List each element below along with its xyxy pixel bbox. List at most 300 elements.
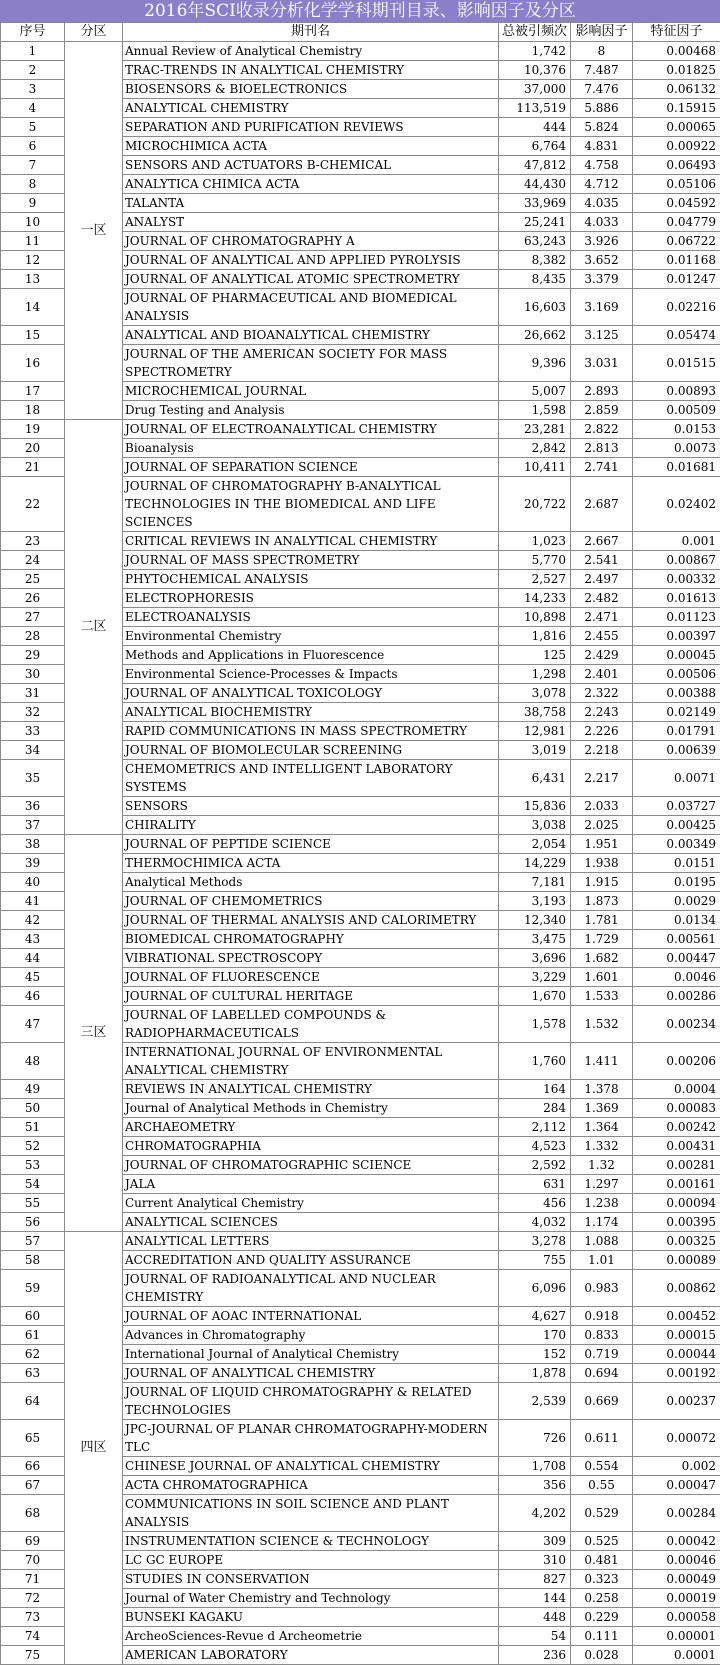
eigenfactor[interactable]: 0.00015: [633, 1326, 720, 1345]
journal-name[interactable]: JOURNAL OF CHROMATOGRAPHY B-ANALYTICAL TECHNOLOGIES IN THE BIOMEDICAL AND LIFE SCIENCES: [123, 477, 499, 532]
citation-count[interactable]: 1,578: [499, 1006, 571, 1043]
journal-name[interactable]: SENSORS AND ACTUATORS B-CHEMICAL: [123, 156, 499, 175]
header-impact-factor[interactable]: 影响因子: [571, 23, 633, 42]
citation-count[interactable]: 755: [499, 1251, 571, 1270]
impact-factor[interactable]: 0.525: [571, 1532, 633, 1551]
row-number[interactable]: 19: [1, 420, 65, 439]
impact-factor[interactable]: 0.529: [571, 1495, 633, 1532]
journal-name[interactable]: BIOMEDICAL CHROMATOGRAPHY: [123, 930, 499, 949]
row-number[interactable]: 58: [1, 1251, 65, 1270]
row-number[interactable]: 23: [1, 532, 65, 551]
impact-factor[interactable]: 1.938: [571, 854, 633, 873]
journal-name[interactable]: Methods and Applications in Fluorescence: [123, 646, 499, 665]
eigenfactor[interactable]: 0.01247: [633, 270, 720, 289]
eigenfactor[interactable]: 0.00425: [633, 816, 720, 835]
journal-name[interactable]: ELECTROPHORESIS: [123, 589, 499, 608]
row-number[interactable]: 74: [1, 1627, 65, 1646]
citation-count[interactable]: 4,202: [499, 1495, 571, 1532]
eigenfactor[interactable]: 0.00019: [633, 1589, 720, 1608]
impact-factor[interactable]: 1.873: [571, 892, 633, 911]
citation-count[interactable]: 2,054: [499, 835, 571, 854]
impact-factor[interactable]: 2.025: [571, 816, 633, 835]
journal-name[interactable]: JOURNAL OF ANALYTICAL AND APPLIED PYROLYSIS: [123, 251, 499, 270]
impact-factor[interactable]: 2.822: [571, 420, 633, 439]
citation-count[interactable]: 164: [499, 1080, 571, 1099]
citation-count[interactable]: 3,019: [499, 741, 571, 760]
header-eigenfactor[interactable]: 特征因子: [633, 23, 720, 42]
journal-name[interactable]: MICROCHIMICA ACTA: [123, 137, 499, 156]
impact-factor[interactable]: 1.174: [571, 1213, 633, 1232]
journal-name[interactable]: JOURNAL OF CHROMATOGRAPHIC SCIENCE: [123, 1156, 499, 1175]
impact-factor[interactable]: 2.667: [571, 532, 633, 551]
row-number[interactable]: 14: [1, 289, 65, 326]
impact-factor[interactable]: 0.028: [571, 1646, 633, 1665]
row-number[interactable]: 5: [1, 118, 65, 137]
row-number[interactable]: 3: [1, 80, 65, 99]
eigenfactor[interactable]: 0.00431: [633, 1137, 720, 1156]
eigenfactor[interactable]: 0.00281: [633, 1156, 720, 1175]
eigenfactor[interactable]: 0.00286: [633, 987, 720, 1006]
row-number[interactable]: 75: [1, 1646, 65, 1665]
impact-factor[interactable]: 1.088: [571, 1232, 633, 1251]
impact-factor[interactable]: 0.669: [571, 1383, 633, 1420]
row-number[interactable]: 47: [1, 1006, 65, 1043]
impact-factor[interactable]: 2.401: [571, 665, 633, 684]
row-number[interactable]: 34: [1, 741, 65, 760]
eigenfactor[interactable]: 0.00161: [633, 1175, 720, 1194]
impact-factor[interactable]: 1.682: [571, 949, 633, 968]
row-number[interactable]: 30: [1, 665, 65, 684]
eigenfactor[interactable]: 0.0073: [633, 439, 720, 458]
eigenfactor[interactable]: 0.00893: [633, 382, 720, 401]
journal-name[interactable]: REVIEWS IN ANALYTICAL CHEMISTRY: [123, 1080, 499, 1099]
citation-count[interactable]: 63,243: [499, 232, 571, 251]
journal-name[interactable]: ELECTROANALYSIS: [123, 608, 499, 627]
citation-count[interactable]: 1,298: [499, 665, 571, 684]
impact-factor[interactable]: 1.238: [571, 1194, 633, 1213]
journal-name[interactable]: SEPARATION AND PURIFICATION REVIEWS: [123, 118, 499, 137]
zone-cell[interactable]: 一区: [65, 42, 123, 420]
eigenfactor[interactable]: 0.0029: [633, 892, 720, 911]
impact-factor[interactable]: 2.429: [571, 646, 633, 665]
row-number[interactable]: 50: [1, 1099, 65, 1118]
journal-name[interactable]: ANALYST: [123, 213, 499, 232]
eigenfactor[interactable]: 0.00192: [633, 1364, 720, 1383]
eigenfactor[interactable]: 0.00506: [633, 665, 720, 684]
citation-count[interactable]: 3,078: [499, 684, 571, 703]
citation-count[interactable]: 144: [499, 1589, 571, 1608]
impact-factor[interactable]: 1.532: [571, 1006, 633, 1043]
eigenfactor[interactable]: 0.0004: [633, 1080, 720, 1099]
impact-factor[interactable]: 2.218: [571, 741, 633, 760]
journal-name[interactable]: STUDIES IN CONSERVATION: [123, 1570, 499, 1589]
journal-name[interactable]: JOURNAL OF ANALYTICAL CHEMISTRY: [123, 1364, 499, 1383]
eigenfactor[interactable]: 0.01681: [633, 458, 720, 477]
eigenfactor[interactable]: 0.01791: [633, 722, 720, 741]
eigenfactor[interactable]: 0.002: [633, 1457, 720, 1476]
citation-count[interactable]: 1,816: [499, 627, 571, 646]
impact-factor[interactable]: 0.111: [571, 1627, 633, 1646]
row-number[interactable]: 36: [1, 797, 65, 816]
journal-name[interactable]: JOURNAL OF BIOMOLECULAR SCREENING: [123, 741, 499, 760]
journal-name[interactable]: ACCREDITATION AND QUALITY ASSURANCE: [123, 1251, 499, 1270]
journal-name[interactable]: TRAC-TRENDS IN ANALYTICAL CHEMISTRY: [123, 61, 499, 80]
journal-name[interactable]: CHIRALITY: [123, 816, 499, 835]
citation-count[interactable]: 1,023: [499, 532, 571, 551]
row-number[interactable]: 40: [1, 873, 65, 892]
eigenfactor[interactable]: 0.00242: [633, 1118, 720, 1137]
citation-count[interactable]: 10,898: [499, 608, 571, 627]
citation-count[interactable]: 33,969: [499, 194, 571, 213]
journal-name[interactable]: ACTA CHROMATOGRAPHICA: [123, 1476, 499, 1495]
eigenfactor[interactable]: 0.00388: [633, 684, 720, 703]
zone-cell[interactable]: 三区: [65, 835, 123, 1232]
eigenfactor[interactable]: 0.00509: [633, 401, 720, 420]
impact-factor[interactable]: 4.712: [571, 175, 633, 194]
citation-count[interactable]: 26,662: [499, 326, 571, 345]
eigenfactor[interactable]: 0.001: [633, 532, 720, 551]
journal-name[interactable]: Analytical Methods: [123, 873, 499, 892]
eigenfactor[interactable]: 0.00561: [633, 930, 720, 949]
eigenfactor[interactable]: 0.00046: [633, 1551, 720, 1570]
journal-name[interactable]: SENSORS: [123, 797, 499, 816]
impact-factor[interactable]: 0.983: [571, 1270, 633, 1307]
row-number[interactable]: 61: [1, 1326, 65, 1345]
eigenfactor[interactable]: 0.00044: [633, 1345, 720, 1364]
row-number[interactable]: 22: [1, 477, 65, 532]
impact-factor[interactable]: 2.033: [571, 797, 633, 816]
eigenfactor[interactable]: 0.01515: [633, 345, 720, 382]
impact-factor[interactable]: 1.915: [571, 873, 633, 892]
journal-name[interactable]: AMERICAN LABORATORY: [123, 1646, 499, 1665]
impact-factor[interactable]: 1.332: [571, 1137, 633, 1156]
eigenfactor[interactable]: 0.01613: [633, 589, 720, 608]
journal-name[interactable]: JOURNAL OF FLUORESCENCE: [123, 968, 499, 987]
eigenfactor[interactable]: 0.00045: [633, 646, 720, 665]
impact-factor[interactable]: 0.694: [571, 1364, 633, 1383]
eigenfactor[interactable]: 0.00447: [633, 949, 720, 968]
impact-factor[interactable]: 2.482: [571, 589, 633, 608]
citation-count[interactable]: 170: [499, 1326, 571, 1345]
citation-count[interactable]: 2,527: [499, 570, 571, 589]
citation-count[interactable]: 6,764: [499, 137, 571, 156]
impact-factor[interactable]: 2.541: [571, 551, 633, 570]
citation-count[interactable]: 2,112: [499, 1118, 571, 1137]
citation-count[interactable]: 356: [499, 1476, 571, 1495]
journal-name[interactable]: Journal of Analytical Methods in Chemistry: [123, 1099, 499, 1118]
impact-factor[interactable]: 1.601: [571, 968, 633, 987]
row-number[interactable]: 64: [1, 1383, 65, 1420]
journal-name[interactable]: TALANTA: [123, 194, 499, 213]
citation-count[interactable]: 38,758: [499, 703, 571, 722]
eigenfactor[interactable]: 0.04592: [633, 194, 720, 213]
row-number[interactable]: 51: [1, 1118, 65, 1137]
impact-factor[interactable]: 4.035: [571, 194, 633, 213]
row-number[interactable]: 69: [1, 1532, 65, 1551]
row-number[interactable]: 11: [1, 232, 65, 251]
eigenfactor[interactable]: 0.00042: [633, 1532, 720, 1551]
citation-count[interactable]: 1,598: [499, 401, 571, 420]
citation-count[interactable]: 3,475: [499, 930, 571, 949]
citation-count[interactable]: 2,539: [499, 1383, 571, 1420]
citation-count[interactable]: 125: [499, 646, 571, 665]
impact-factor[interactable]: 8: [571, 42, 633, 61]
row-number[interactable]: 62: [1, 1345, 65, 1364]
eigenfactor[interactable]: 0.00395: [633, 1213, 720, 1232]
journal-name[interactable]: CHINESE JOURNAL OF ANALYTICAL CHEMISTRY: [123, 1457, 499, 1476]
row-number[interactable]: 4: [1, 99, 65, 118]
impact-factor[interactable]: 1.411: [571, 1043, 633, 1080]
eigenfactor[interactable]: 0.0153: [633, 420, 720, 439]
journal-name[interactable]: ANALYTICAL AND BIOANALYTICAL CHEMISTRY: [123, 326, 499, 345]
eigenfactor[interactable]: 0.00468: [633, 42, 720, 61]
row-number[interactable]: 73: [1, 1608, 65, 1627]
row-number[interactable]: 41: [1, 892, 65, 911]
citation-count[interactable]: 4,627: [499, 1307, 571, 1326]
eigenfactor[interactable]: 0.06132: [633, 80, 720, 99]
impact-factor[interactable]: 2.813: [571, 439, 633, 458]
row-number[interactable]: 56: [1, 1213, 65, 1232]
row-number[interactable]: 33: [1, 722, 65, 741]
eigenfactor[interactable]: 0.00094: [633, 1194, 720, 1213]
impact-factor[interactable]: 1.781: [571, 911, 633, 930]
journal-name[interactable]: JOURNAL OF CHROMATOGRAPHY A: [123, 232, 499, 251]
impact-factor[interactable]: 0.554: [571, 1457, 633, 1476]
eigenfactor[interactable]: 0.01825: [633, 61, 720, 80]
eigenfactor[interactable]: 0.0001: [633, 1646, 720, 1665]
row-number[interactable]: 8: [1, 175, 65, 194]
eigenfactor[interactable]: 0.02149: [633, 703, 720, 722]
eigenfactor[interactable]: 0.00284: [633, 1495, 720, 1532]
citation-count[interactable]: 12,981: [499, 722, 571, 741]
row-number[interactable]: 26: [1, 589, 65, 608]
impact-factor[interactable]: 2.893: [571, 382, 633, 401]
row-number[interactable]: 31: [1, 684, 65, 703]
row-number[interactable]: 15: [1, 326, 65, 345]
impact-factor[interactable]: 2.226: [571, 722, 633, 741]
journal-name[interactable]: Drug Testing and Analysis: [123, 401, 499, 420]
impact-factor[interactable]: 0.611: [571, 1420, 633, 1457]
header-journal[interactable]: 期刊名: [123, 23, 499, 42]
eigenfactor[interactable]: 0.0046: [633, 968, 720, 987]
row-number[interactable]: 24: [1, 551, 65, 570]
journal-name[interactable]: ANALYTICAL LETTERS: [123, 1232, 499, 1251]
impact-factor[interactable]: 2.217: [571, 760, 633, 797]
journal-name[interactable]: VIBRATIONAL SPECTROSCOPY: [123, 949, 499, 968]
eigenfactor[interactable]: 0.0151: [633, 854, 720, 873]
row-number[interactable]: 35: [1, 760, 65, 797]
row-number[interactable]: 72: [1, 1589, 65, 1608]
journal-name[interactable]: JOURNAL OF THERMAL ANALYSIS AND CALORIMETRY: [123, 911, 499, 930]
row-number[interactable]: 68: [1, 1495, 65, 1532]
header-no[interactable]: 序号: [1, 23, 65, 42]
citation-count[interactable]: 236: [499, 1646, 571, 1665]
eigenfactor[interactable]: 0.00325: [633, 1232, 720, 1251]
row-number[interactable]: 39: [1, 854, 65, 873]
citation-count[interactable]: 631: [499, 1175, 571, 1194]
impact-factor[interactable]: 0.55: [571, 1476, 633, 1495]
journal-name[interactable]: Annual Review of Analytical Chemistry: [123, 42, 499, 61]
eigenfactor[interactable]: 0.02216: [633, 289, 720, 326]
eigenfactor[interactable]: 0.06493: [633, 156, 720, 175]
eigenfactor[interactable]: 0.00332: [633, 570, 720, 589]
citation-count[interactable]: 310: [499, 1551, 571, 1570]
eigenfactor[interactable]: 0.00206: [633, 1043, 720, 1080]
eigenfactor[interactable]: 0.00452: [633, 1307, 720, 1326]
row-number[interactable]: 54: [1, 1175, 65, 1194]
row-number[interactable]: 17: [1, 382, 65, 401]
eigenfactor[interactable]: 0.05106: [633, 175, 720, 194]
eigenfactor[interactable]: 0.01123: [633, 608, 720, 627]
journal-name[interactable]: LC GC EUROPE: [123, 1551, 499, 1570]
journal-name[interactable]: MICROCHEMICAL JOURNAL: [123, 382, 499, 401]
row-number[interactable]: 43: [1, 930, 65, 949]
journal-name[interactable]: JOURNAL OF ELECTROANALYTICAL CHEMISTRY: [123, 420, 499, 439]
impact-factor[interactable]: 1.297: [571, 1175, 633, 1194]
row-number[interactable]: 48: [1, 1043, 65, 1080]
citation-count[interactable]: 10,411: [499, 458, 571, 477]
impact-factor[interactable]: 7.487: [571, 61, 633, 80]
citation-count[interactable]: 12,340: [499, 911, 571, 930]
row-number[interactable]: 38: [1, 835, 65, 854]
citation-count[interactable]: 113,519: [499, 99, 571, 118]
citation-count[interactable]: 3,229: [499, 968, 571, 987]
citation-count[interactable]: 1,878: [499, 1364, 571, 1383]
journal-name[interactable]: CHROMATOGRAPHIA: [123, 1137, 499, 1156]
eigenfactor[interactable]: 0.00922: [633, 137, 720, 156]
row-number[interactable]: 7: [1, 156, 65, 175]
impact-factor[interactable]: 0.258: [571, 1589, 633, 1608]
eigenfactor[interactable]: 0.0134: [633, 911, 720, 930]
impact-factor[interactable]: 1.378: [571, 1080, 633, 1099]
row-number[interactable]: 27: [1, 608, 65, 627]
impact-factor[interactable]: 1.951: [571, 835, 633, 854]
citation-count[interactable]: 1,708: [499, 1457, 571, 1476]
eigenfactor[interactable]: 0.00072: [633, 1420, 720, 1457]
journal-name[interactable]: JPC-JOURNAL OF PLANAR CHROMATOGRAPHY-MODERN TLC: [123, 1420, 499, 1457]
impact-factor[interactable]: 0.833: [571, 1326, 633, 1345]
row-number[interactable]: 57: [1, 1232, 65, 1251]
row-number[interactable]: 53: [1, 1156, 65, 1175]
journal-name[interactable]: JOURNAL OF CULTURAL HERITAGE: [123, 987, 499, 1006]
eigenfactor[interactable]: 0.01168: [633, 251, 720, 270]
citation-count[interactable]: 10,376: [499, 61, 571, 80]
impact-factor[interactable]: 1.533: [571, 987, 633, 1006]
citation-count[interactable]: 444: [499, 118, 571, 137]
row-number[interactable]: 21: [1, 458, 65, 477]
citation-count[interactable]: 309: [499, 1532, 571, 1551]
citation-count[interactable]: 284: [499, 1099, 571, 1118]
row-number[interactable]: 9: [1, 194, 65, 213]
eigenfactor[interactable]: 0.00639: [633, 741, 720, 760]
eigenfactor[interactable]: 0.00065: [633, 118, 720, 137]
header-citations[interactable]: 总被引频次: [499, 23, 571, 42]
row-number[interactable]: 28: [1, 627, 65, 646]
row-number[interactable]: 67: [1, 1476, 65, 1495]
row-number[interactable]: 32: [1, 703, 65, 722]
journal-name[interactable]: JOURNAL OF MASS SPECTROMETRY: [123, 551, 499, 570]
eigenfactor[interactable]: 0.00001: [633, 1627, 720, 1646]
impact-factor[interactable]: 0.229: [571, 1608, 633, 1627]
eigenfactor[interactable]: 0.06722: [633, 232, 720, 251]
journal-name[interactable]: BIOSENSORS & BIOELECTRONICS: [123, 80, 499, 99]
row-number[interactable]: 10: [1, 213, 65, 232]
impact-factor[interactable]: 4.831: [571, 137, 633, 156]
impact-factor[interactable]: 3.125: [571, 326, 633, 345]
citation-count[interactable]: 152: [499, 1345, 571, 1364]
citation-count[interactable]: 8,435: [499, 270, 571, 289]
citation-count[interactable]: 16,603: [499, 289, 571, 326]
impact-factor[interactable]: 2.322: [571, 684, 633, 703]
impact-factor[interactable]: 3.926: [571, 232, 633, 251]
row-number[interactable]: 6: [1, 137, 65, 156]
row-number[interactable]: 46: [1, 987, 65, 1006]
row-number[interactable]: 65: [1, 1420, 65, 1457]
eigenfactor[interactable]: 0.05474: [633, 326, 720, 345]
eigenfactor[interactable]: 0.15915: [633, 99, 720, 118]
row-number[interactable]: 12: [1, 251, 65, 270]
impact-factor[interactable]: 1.369: [571, 1099, 633, 1118]
journal-name[interactable]: INTERNATIONAL JOURNAL OF ENVIRONMENTAL ANALYTICAL CHEMISTRY: [123, 1043, 499, 1080]
journal-name[interactable]: ArcheoSciences-Revue d Archeometrie: [123, 1627, 499, 1646]
impact-factor[interactable]: 5.824: [571, 118, 633, 137]
eigenfactor[interactable]: 0.00089: [633, 1251, 720, 1270]
journal-name[interactable]: JOURNAL OF LIQUID CHROMATOGRAPHY & RELATED TECHNOLOGIES: [123, 1383, 499, 1420]
citation-count[interactable]: 1,742: [499, 42, 571, 61]
row-number[interactable]: 71: [1, 1570, 65, 1589]
citation-count[interactable]: 1,670: [499, 987, 571, 1006]
row-number[interactable]: 49: [1, 1080, 65, 1099]
impact-factor[interactable]: 5.886: [571, 99, 633, 118]
citation-count[interactable]: 3,193: [499, 892, 571, 911]
citation-count[interactable]: 6,431: [499, 760, 571, 797]
citation-count[interactable]: 20,722: [499, 477, 571, 532]
eigenfactor[interactable]: 0.00349: [633, 835, 720, 854]
citation-count[interactable]: 4,032: [499, 1213, 571, 1232]
citation-count[interactable]: 5,770: [499, 551, 571, 570]
impact-factor[interactable]: 0.323: [571, 1570, 633, 1589]
citation-count[interactable]: 1,760: [499, 1043, 571, 1080]
journal-name[interactable]: Bioanalysis: [123, 439, 499, 458]
row-number[interactable]: 66: [1, 1457, 65, 1476]
citation-count[interactable]: 25,241: [499, 213, 571, 232]
citation-count[interactable]: 456: [499, 1194, 571, 1213]
journal-name[interactable]: JOURNAL OF PEPTIDE SCIENCE: [123, 835, 499, 854]
citation-count[interactable]: 5,007: [499, 382, 571, 401]
eigenfactor[interactable]: 0.00234: [633, 1006, 720, 1043]
impact-factor[interactable]: 0.918: [571, 1307, 633, 1326]
journal-name[interactable]: Current Analytical Chemistry: [123, 1194, 499, 1213]
eigenfactor[interactable]: 0.00862: [633, 1270, 720, 1307]
impact-factor[interactable]: 1.01: [571, 1251, 633, 1270]
citation-count[interactable]: 2,592: [499, 1156, 571, 1175]
journal-name[interactable]: JOURNAL OF LABELLED COMPOUNDS & RADIOPHARMACEUTICALS: [123, 1006, 499, 1043]
row-number[interactable]: 45: [1, 968, 65, 987]
citation-count[interactable]: 3,038: [499, 816, 571, 835]
row-number[interactable]: 18: [1, 401, 65, 420]
row-number[interactable]: 16: [1, 345, 65, 382]
journal-name[interactable]: JOURNAL OF AOAC INTERNATIONAL: [123, 1307, 499, 1326]
journal-name[interactable]: BUNSEKI KAGAKU: [123, 1608, 499, 1627]
impact-factor[interactable]: 1.32: [571, 1156, 633, 1175]
citation-count[interactable]: 9,396: [499, 345, 571, 382]
citation-count[interactable]: 726: [499, 1420, 571, 1457]
journal-name[interactable]: CRITICAL REVIEWS IN ANALYTICAL CHEMISTRY: [123, 532, 499, 551]
journal-name[interactable]: Environmental Chemistry: [123, 627, 499, 646]
journal-name[interactable]: JOURNAL OF ANALYTICAL ATOMIC SPECTROMETRY: [123, 270, 499, 289]
journal-name[interactable]: Environmental Science-Processes & Impacts: [123, 665, 499, 684]
impact-factor[interactable]: 4.033: [571, 213, 633, 232]
